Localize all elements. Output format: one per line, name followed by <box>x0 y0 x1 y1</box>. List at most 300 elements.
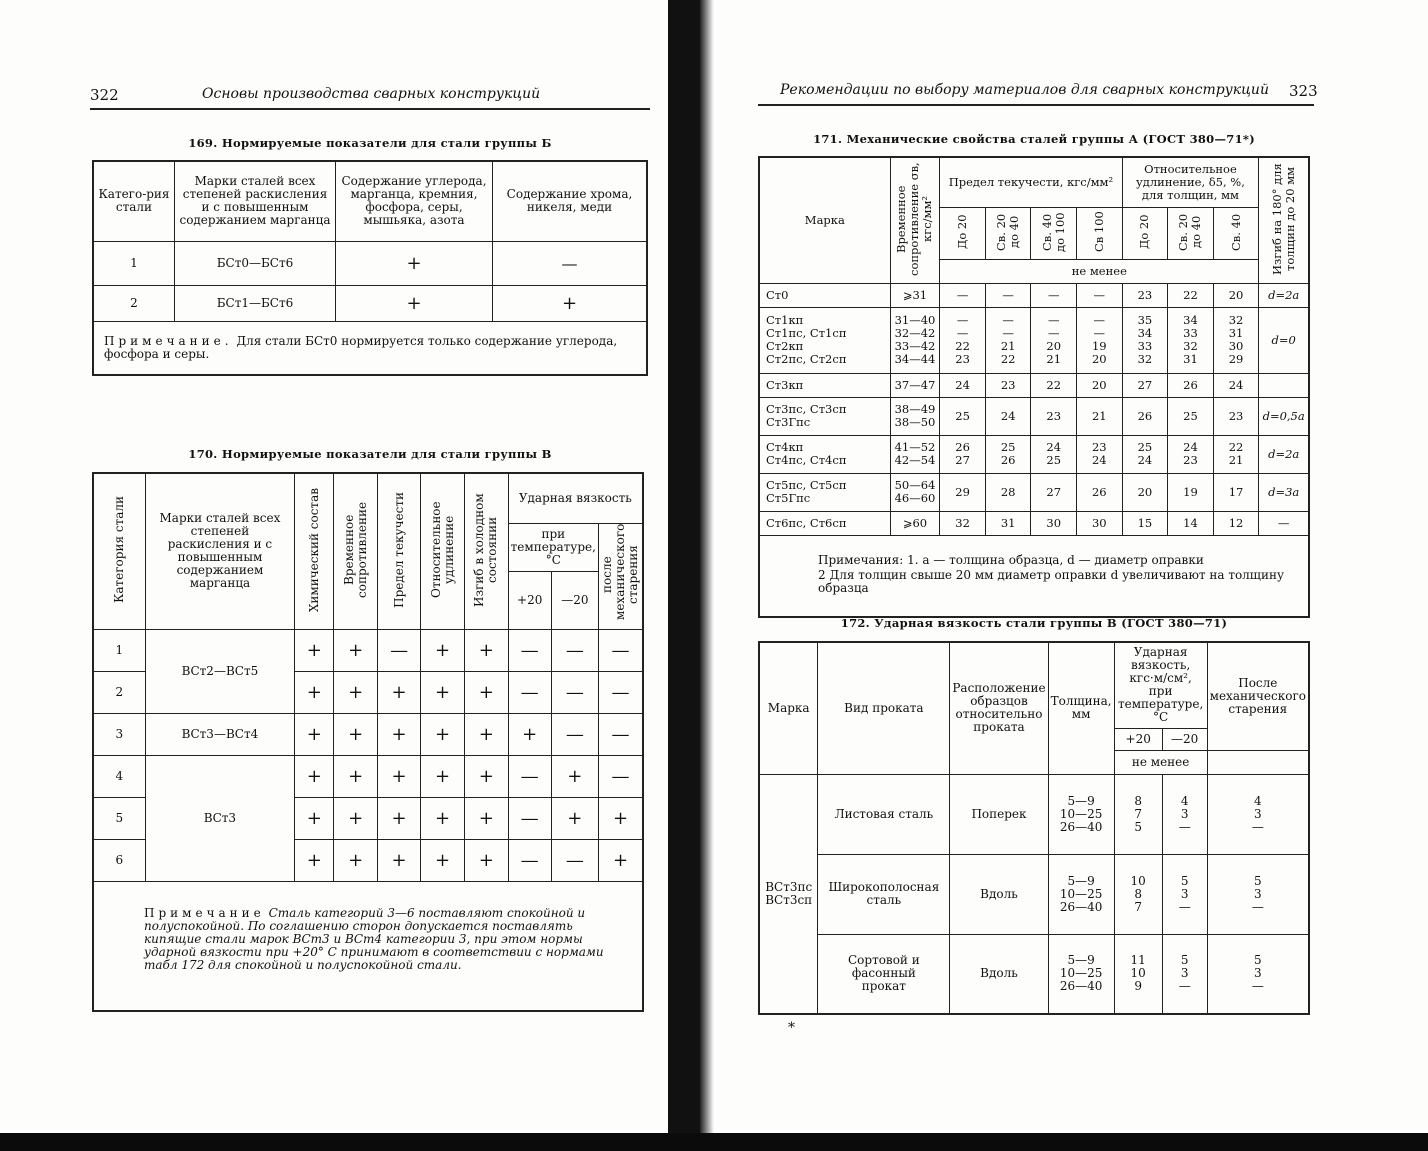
t170-h-bend: Изгиб в холодном состоянии <box>472 492 500 607</box>
t171-bend-cell: d=2a <box>1259 435 1309 473</box>
t171-value: 23 <box>1046 408 1062 423</box>
t171-value: 24 <box>955 377 970 392</box>
table171 <box>758 156 1310 618</box>
right-page <box>714 0 1428 1130</box>
t170-value-cell: + <box>421 839 465 881</box>
t170-h-at-temp: при температуре, °С <box>508 523 598 571</box>
t172-value: 9 <box>1134 979 1142 994</box>
t171-ecol-header: Св. 40 <box>1228 212 1243 251</box>
t172-h-aging: После механического старения <box>1207 642 1309 750</box>
t171-ycol-header: Св. 40 до 100 <box>1039 211 1067 252</box>
t170-h-grades: Марки сталей всех степеней раскисления и с повышенным содержанием марганца <box>145 473 294 629</box>
t172-value: 5—9 <box>1067 873 1095 888</box>
t172-thick-cell <box>1048 854 1114 934</box>
t172-value: 5—9 <box>1067 793 1095 808</box>
t170-value-cell: — <box>378 629 421 671</box>
t171-value: — <box>1047 326 1060 340</box>
t170-h-yield: Предел текучести <box>391 491 406 608</box>
t171-bend-cell: d=3a <box>1259 473 1309 511</box>
t170-value-cell: — <box>551 713 598 755</box>
t172-p20-cell <box>1114 854 1162 934</box>
t171-value: 21 <box>1091 408 1107 423</box>
t171-value: 38—50 <box>894 415 936 429</box>
t170-value-cell: — <box>598 713 643 755</box>
t171-value: — <box>1047 313 1060 327</box>
t172-value: 5 <box>1253 873 1262 888</box>
t170-value-cell: + <box>464 839 508 881</box>
t171-value: — <box>1047 287 1060 302</box>
t171-value-cell <box>985 283 1031 307</box>
t171-value-cell <box>1213 397 1259 435</box>
t171-value-cell <box>1031 473 1077 511</box>
t172-row <box>759 934 1309 1014</box>
t170-value-cell: + <box>334 797 378 839</box>
t171-value: 24 <box>1046 440 1062 454</box>
t171-value: 21 <box>1046 352 1062 366</box>
t171-h-yield: Предел текучести, кгс/мм² <box>940 157 1122 207</box>
t171-value: 31 <box>1183 352 1198 366</box>
t171-mark: Ст3Гпс <box>766 415 811 429</box>
t170-value-cell: — <box>598 629 643 671</box>
t171-mark-cell <box>759 511 890 535</box>
t170-value-cell: + <box>464 713 508 755</box>
running-head-left: Основы производства сварных конструкций <box>202 86 541 102</box>
head-rule-right <box>758 104 1314 106</box>
t171-value: 30 <box>1091 515 1107 530</box>
t170-value-cell: — <box>551 629 598 671</box>
t172-value: — <box>1251 979 1264 994</box>
t171-value: 23 <box>1000 377 1016 392</box>
t171-value-cell <box>985 511 1031 535</box>
t171-ycol-header: Св. 20 до 40 <box>994 212 1022 251</box>
t172-pos-cell: Поперек <box>950 774 1048 854</box>
t172-value: 5—9 <box>1067 953 1095 968</box>
t170-value-cell: + <box>421 797 465 839</box>
t171-value: 24 <box>1137 453 1153 467</box>
t172-value: 3 <box>1253 886 1262 901</box>
t170-value-cell: + <box>334 755 378 797</box>
t171-note1: Примечания: 1. a — толщина образца, d — диаметр оправки <box>818 553 1204 568</box>
t170-value-cell: — <box>598 671 643 713</box>
t170-cat-cell: 4 <box>93 755 145 797</box>
table169-caption: 169. Нормируемые показатели для стали группы Б <box>188 136 552 150</box>
t171-value: 31—40 <box>894 313 936 327</box>
t170-value-cell: — <box>508 629 551 671</box>
t171-value: 26 <box>955 440 970 454</box>
table169 <box>92 160 648 376</box>
t170-h-aging: после механического старения <box>599 523 640 620</box>
t172-pos-cell: Вдоль <box>950 854 1048 934</box>
t171-value: 34 <box>1137 326 1153 340</box>
t170-value-cell: + <box>464 671 508 713</box>
t171-value: 31 <box>1000 515 1016 530</box>
t172-value: 10—25 <box>1059 806 1103 821</box>
t171-value-cell <box>1077 473 1123 511</box>
t171-mark-cell <box>759 283 890 307</box>
t170-value-cell: — <box>508 755 551 797</box>
t170-grade-cell: ВСт3 <box>145 755 294 881</box>
t171-value: 25 <box>1183 408 1198 423</box>
t172-value: 10 <box>1130 966 1146 981</box>
t171-value: 28 <box>1000 484 1016 499</box>
t171-value: — <box>1093 313 1106 327</box>
t171-value: 29 <box>1228 352 1244 366</box>
t171-value-cell <box>985 397 1031 435</box>
t171-bend-cell <box>1259 373 1309 397</box>
t171-ycol-header: Св 100 <box>1091 211 1106 252</box>
t171-body <box>759 283 1309 535</box>
t171-mark-cell <box>759 435 890 473</box>
t171-value-cell <box>985 435 1031 473</box>
t171-value-cell <box>1122 511 1168 535</box>
t172-h-pos: Расположение образцов относительно проката <box>950 642 1048 774</box>
t171-value: — <box>1002 326 1014 340</box>
t171-value: 21 <box>1000 339 1016 353</box>
t170-h-category: Категория стали <box>111 496 126 604</box>
t171-value-cell <box>1031 435 1077 473</box>
table170-caption: 170. Нормируемые показатели для стали группы В <box>188 447 552 461</box>
t171-value: 25 <box>1046 453 1062 467</box>
t171-value-cell <box>940 283 986 307</box>
t171-value: 32 <box>1137 352 1153 366</box>
t171-value: 32 <box>955 515 970 530</box>
t171-mark: Ст2кп <box>766 339 804 353</box>
t172-h-mark: Марка <box>759 642 818 774</box>
bottom-edge-shadow <box>0 1133 1428 1151</box>
t171-value: 32 <box>1183 339 1198 353</box>
t171-row <box>759 373 1309 397</box>
t170-body <box>93 629 643 881</box>
t171-value: — <box>1002 287 1014 302</box>
t171-bend-cell: — <box>1259 511 1309 535</box>
t170-value-cell: + <box>421 755 465 797</box>
t170-h-chem: Химический состав <box>306 487 321 612</box>
t169-cell: + <box>336 285 493 321</box>
table170 <box>92 472 644 1012</box>
t172-value: — <box>1251 899 1264 914</box>
t171-value: 27 <box>1137 377 1153 392</box>
t170-value-cell: + <box>295 629 334 671</box>
t170-value-cell: + <box>378 713 421 755</box>
t171-h-tensile: Временное сопротивление σв, кгс/мм² <box>894 161 935 276</box>
t169-h-cat: Катего-рия стали <box>93 161 175 241</box>
t171-mark-cell <box>759 473 890 511</box>
t169-h-grade: Марки сталей всех степеней раскисления и с повышенным содержанием марганца <box>175 161 336 241</box>
t172-value: — <box>1178 979 1191 994</box>
t170-value-cell: — <box>508 797 551 839</box>
t170-h-tensile: Временное сопротивление <box>341 501 369 598</box>
t172-m20-cell <box>1162 774 1207 854</box>
t171-value: 50—64 <box>894 478 936 492</box>
t170-cat-cell: 6 <box>93 839 145 881</box>
t172-value: 4 <box>1253 793 1262 808</box>
t171-value-cell <box>1168 511 1214 535</box>
t171-value: 38—49 <box>894 402 936 416</box>
t171-value-cell <box>1168 307 1214 373</box>
t171-value: 26 <box>1183 377 1198 392</box>
t170-grade-cell: ВСт3—ВСт4 <box>145 713 294 755</box>
t171-value: 24 <box>1000 408 1016 423</box>
t170-value-cell: + <box>378 797 421 839</box>
t172-aging-cell <box>1207 854 1309 934</box>
t170-value-cell: + <box>378 671 421 713</box>
t171-value-cell <box>1031 511 1077 535</box>
t170-value-cell: + <box>295 755 334 797</box>
t170-value-cell: + <box>421 671 465 713</box>
t171-value-cell <box>1213 473 1259 511</box>
t172-value: 5 <box>1253 953 1262 968</box>
t170-cat-cell: 1 <box>93 629 145 671</box>
t172-value: — <box>1178 899 1191 914</box>
t172-mark: ВСт3пс <box>765 879 813 894</box>
t171-value: 46—60 <box>894 491 936 505</box>
t170-row <box>93 713 643 755</box>
t171-value: 12 <box>1228 515 1244 530</box>
t169-note-text: Для стали БСт0 нормируется только содержание углерода, фосфора и серы. <box>104 333 618 361</box>
t171-value: — <box>1002 313 1014 327</box>
left-page <box>0 0 670 1130</box>
t172-value: 5 <box>1134 819 1142 834</box>
t172-value: 10 <box>1130 873 1146 888</box>
t171-value: — <box>956 287 969 302</box>
t171-value: — <box>1093 287 1106 302</box>
t171-bend-cell: d=2a <box>1259 283 1309 307</box>
t172-mark-cell <box>759 774 818 1014</box>
t170-h-elong: Относительное удлинение <box>428 501 456 599</box>
t170-h-impact: Ударная вязкость <box>508 473 643 523</box>
t171-value-cell <box>1031 397 1077 435</box>
t172-m20-cell <box>1162 934 1207 1014</box>
t172-value: 10—25 <box>1059 966 1103 981</box>
t170-value-cell: + <box>334 629 378 671</box>
head-rule-left <box>90 108 650 110</box>
t171-value-cell <box>1077 397 1123 435</box>
t171-value: 23 <box>1091 440 1107 454</box>
t171-value: 23 <box>1137 287 1153 302</box>
t171-value: 24 <box>1091 453 1107 467</box>
t172-kind-cell: Листовая сталь <box>818 774 950 854</box>
t171-value-cell <box>1122 397 1168 435</box>
t169-h-c1: Содержание углерода, марганца, кремния, фосфора, серы, мышьяка, азота <box>336 161 493 241</box>
t171-value: 17 <box>1228 484 1244 499</box>
t172-h-impact: Ударная вязкость, кгс·м/см², при температуре, °С <box>1114 642 1207 728</box>
t172-p20-cell <box>1114 934 1162 1014</box>
t170-cat-cell: 5 <box>93 797 145 839</box>
t169-cell: — <box>493 241 648 285</box>
t171-value-cell <box>890 283 940 307</box>
t169-note-word: Примечание. <box>104 333 233 348</box>
t171-value: 20 <box>1228 287 1244 302</box>
t171-value-cell <box>1213 435 1259 473</box>
t170-value-cell: + <box>421 629 465 671</box>
t170-value-cell: + <box>334 671 378 713</box>
running-head-right: Рекомендации по выбору материалов для сварных конструкций <box>780 82 1269 98</box>
page-number-left: 322 <box>90 86 119 104</box>
t170-value-cell: + <box>378 839 421 881</box>
book-gutter-shadow <box>700 0 714 1151</box>
t171-ycol-header: До 20 <box>955 214 970 249</box>
t170-value-cell: + <box>551 755 598 797</box>
t171-mark: Ст3кп <box>766 377 804 392</box>
t172-value: 3 <box>1253 806 1262 821</box>
t170-value-cell: + <box>464 629 508 671</box>
t171-mark: Ст2пс, Ст2сп <box>766 352 847 366</box>
t171-value: 22 <box>1046 377 1062 392</box>
t171-value-cell <box>940 435 986 473</box>
t170-value-cell: + <box>508 713 551 755</box>
t171-mark: Ст5пс, Ст5сп <box>766 478 847 492</box>
asterisk-mark: * <box>788 1020 795 1036</box>
t171-value: 23 <box>955 352 970 366</box>
t171-value-cell <box>890 373 940 397</box>
t171-h-bend: Изгиб на 180° для толщин до 20 мм <box>1269 162 1297 275</box>
t171-value-cell <box>1077 307 1123 373</box>
t171-mark: Ст5Гпс <box>766 491 811 505</box>
t172-thick-cell <box>1048 934 1114 1014</box>
t171-value: 30 <box>1046 515 1062 530</box>
t171-value-cell <box>890 397 940 435</box>
t171-mark-cell <box>759 373 890 397</box>
t172-thick-cell <box>1048 774 1114 854</box>
t171-value: 25 <box>955 408 970 423</box>
t171-value-cell <box>1213 511 1259 535</box>
t172-kind-cell: Сортовой и фасонный прокат <box>818 934 950 1014</box>
t172-p20-cell <box>1114 774 1162 854</box>
t170-value-cell: — <box>508 839 551 881</box>
t171-value: — <box>1093 326 1106 340</box>
t170-h-plus20: +20 <box>508 571 551 629</box>
t170-value-cell: + <box>598 797 643 839</box>
t171-value-cell <box>1168 283 1214 307</box>
t172-value: 8 <box>1134 886 1142 901</box>
t170-value-cell: + <box>421 713 465 755</box>
t171-value: 31 <box>1228 326 1244 340</box>
t172-value: — <box>1178 819 1191 834</box>
t172-aging-cell <box>1207 934 1309 1014</box>
t171-value: 20 <box>1137 484 1153 499</box>
t169-cell: + <box>493 285 648 321</box>
t172-m20-cell <box>1162 854 1207 934</box>
t170-value-cell: — <box>551 839 598 881</box>
t171-value: 33—42 <box>894 339 936 353</box>
t172-h-minus20: —20 <box>1162 728 1207 750</box>
t172-h-not-less: не менее <box>1114 750 1207 774</box>
t170-note <box>93 881 643 1011</box>
t171-value: 20 <box>1091 377 1107 392</box>
t171-value: 42—54 <box>894 453 936 467</box>
t171-mark-cell <box>759 307 890 373</box>
t171-value-cell <box>1031 283 1077 307</box>
t172-value: 26—40 <box>1059 899 1103 914</box>
t171-value: 26 <box>1137 408 1153 423</box>
t171-value: 29 <box>955 484 970 499</box>
t170-value-cell: + <box>295 797 334 839</box>
t171-value-cell <box>890 473 940 511</box>
t171-value-cell <box>1122 473 1168 511</box>
t171-value-cell <box>1122 373 1168 397</box>
t171-value: 24 <box>1228 377 1244 392</box>
t171-value: — <box>956 313 969 327</box>
t171-value-cell <box>1122 283 1168 307</box>
t171-value: 22 <box>1228 440 1244 454</box>
t172-value: 26—40 <box>1059 819 1103 834</box>
t171-row <box>759 435 1309 473</box>
t171-value: 33 <box>1183 326 1198 340</box>
t171-mark-cell <box>759 397 890 435</box>
t171-value: 24 <box>1183 440 1198 454</box>
t170-row <box>93 755 643 797</box>
t172-value: 3 <box>1180 806 1189 821</box>
t170-cat-cell: 3 <box>93 713 145 755</box>
t171-bend-cell: d=0,5a <box>1259 397 1309 435</box>
t171-value-cell <box>1213 283 1259 307</box>
t170-value-cell: + <box>295 713 334 755</box>
t171-h-not-less: не менее <box>940 259 1259 283</box>
t171-value-cell <box>940 511 986 535</box>
t172-mark: ВСт3сп <box>765 892 813 907</box>
t171-row <box>759 473 1309 511</box>
t171-value: 33 <box>1137 339 1153 353</box>
t171-value: 25 <box>1137 440 1153 454</box>
t172-value: 3 <box>1253 966 1262 981</box>
t171-mark: Ст4кп <box>766 440 804 454</box>
t170-value-cell: + <box>598 839 643 881</box>
t171-value-cell <box>1077 373 1123 397</box>
t171-value-cell <box>985 373 1031 397</box>
t172-value: 26—40 <box>1059 979 1103 994</box>
t171-row <box>759 307 1309 373</box>
t171-value: 15 <box>1137 515 1153 530</box>
t171-ecol-header: До 20 <box>1137 214 1152 249</box>
t171-bend-cell: d=0 <box>1259 307 1309 373</box>
t172-value: 7 <box>1134 806 1142 821</box>
t171-value: 35 <box>1137 313 1153 327</box>
book-gutter <box>668 0 702 1151</box>
t172-row <box>759 774 1309 854</box>
t171-note2: 2 Для толщин свыше 20 мм диаметр оправки d увеличивают на толщину образца <box>818 568 1285 596</box>
t169-cell: БСт0—БСт6 <box>175 241 336 285</box>
t170-value-cell: — <box>598 755 643 797</box>
t171-value: 20 <box>1091 352 1107 366</box>
t170-value-cell: + <box>464 755 508 797</box>
t171-row <box>759 397 1309 435</box>
t171-value: — <box>956 326 969 340</box>
t171-value: 23 <box>1183 453 1198 467</box>
t172-kind-cell: Широкополосная сталь <box>818 854 950 934</box>
t171-value: 25 <box>1000 440 1016 454</box>
t171-value-cell <box>1031 373 1077 397</box>
t172-row <box>759 854 1309 934</box>
t171-value: 22 <box>1183 287 1198 302</box>
t171-value: 27 <box>955 453 970 467</box>
t171-value: 26 <box>1091 484 1107 499</box>
t171-row <box>759 283 1309 307</box>
t171-ecol-header: Св. 20 до 40 <box>1176 212 1204 251</box>
t171-mark: Ст1пс, Ст1сп <box>766 326 847 340</box>
t171-value: 22 <box>1000 352 1016 366</box>
t172-pos-cell: Вдоль <box>950 934 1048 1014</box>
table172 <box>758 641 1310 1015</box>
t170-h-minus20: —20 <box>551 571 598 629</box>
t170-value-cell: — <box>508 671 551 713</box>
t172-value: 8 <box>1134 793 1142 808</box>
t170-value-cell: + <box>551 797 598 839</box>
t170-note-word: Примечание <box>144 906 265 921</box>
t171-value-cell <box>1213 373 1259 397</box>
t171-value-cell <box>940 473 986 511</box>
t169-h-c2: Содержание хрома, никеля, меди <box>493 161 648 241</box>
t171-value-cell <box>1031 307 1077 373</box>
